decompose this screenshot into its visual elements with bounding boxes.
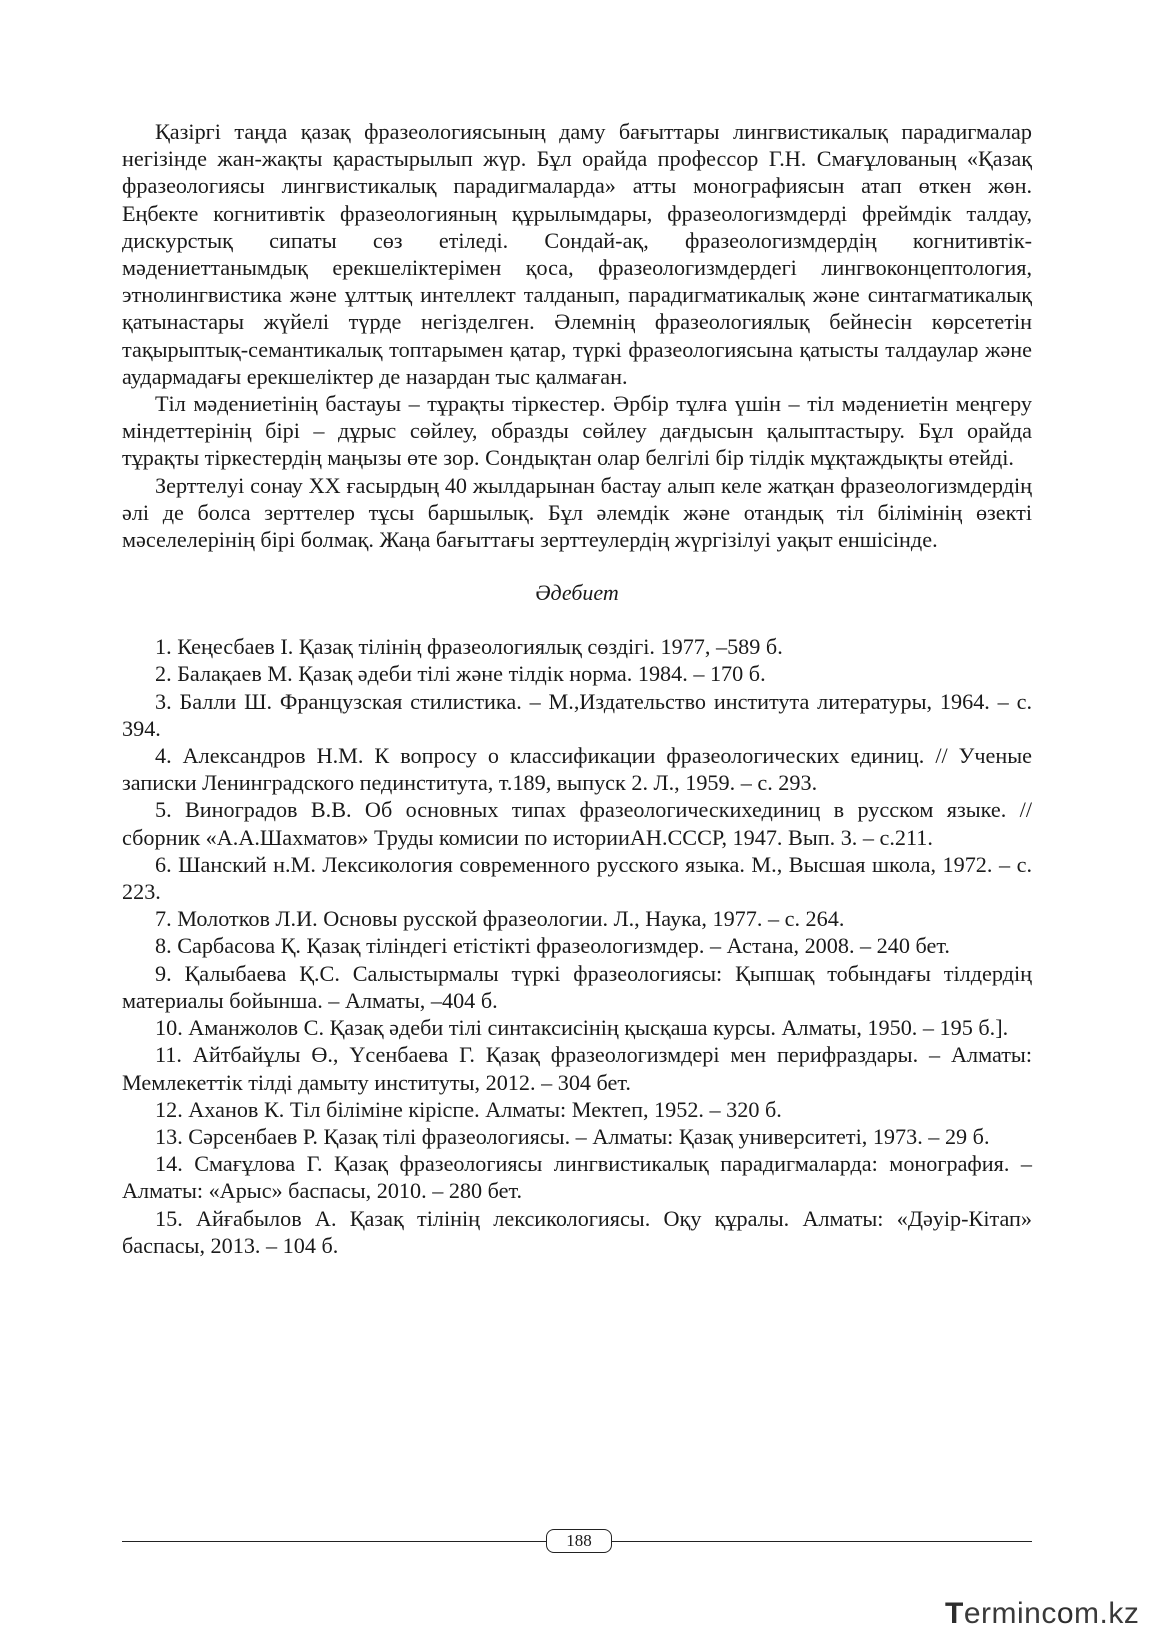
reference-item: 14. Смағұлова Г. Қазақ фразеологиясы лингвистикалық парадигмаларда: монография. – Алматы: «Арыс» баспасы, 2010. – 280 бет. <box>122 1151 1032 1204</box>
reference-item: 10. Аманжолов С. Қазақ әдеби тілі синтаксисінің қысқаша курсы. Алматы, 1950. – 195 б.]. <box>155 1015 1009 1041</box>
page-content <box>122 118 1032 1259</box>
references-title: Әдебиет <box>535 580 619 606</box>
reference-item: 12. Аханов К. Тіл біліміне кіріспе. Алматы: Мектеп, 1952. – 320 б. <box>155 1096 782 1122</box>
site-watermark <box>945 1596 1139 1632</box>
reference-item: 9. Қалыбаева Қ.С. Салыстырмалы түркі фразеологиясы: Қыпшақ тобындағы тілдердің материалы бойынша. – Алматы, –404 б. <box>122 960 1032 1013</box>
references-list <box>122 633 1032 1259</box>
body-paragraph-1: Қазіргі таңда қазақ фразеологиясының даму бағыттары лингвистикалық парадигмалар негізінде жан-жақты қарастырылып жүр. Бұл орайда профессор Г.Н. Смағұлованың «Қазақ фразеологиясы лингвистикалық парадигмаларда» атты монографиясын атап өткен жөн. Еңбекте когнитивтік фразеологияның құрылымдары, фразеологизмдерді фреймдік талдау, дискурстық сипаты сөз етіледі. Сондай-ақ, фразеологизмдердің когнитивтік-мәдениеттанымдық ерекшеліктерімен қоса, фразеологизмдердегі лингвоконцептология, этнолингвистика және ұлттық интеллект талданып, парадигматикалық және синтагматикалық қатынастары жүйелі түрде негізделген. Әлемнің фразеологиялық бейнесін көрсететін тақырыптық-семантикалық топтарымен қатар, түркі фразеологиясына қатысты талдаулар және аудармадағы ерекшеліктер де назардан тыс қалмаған. <box>122 119 1032 389</box>
reference-item: 6. Шанский н.М. Лексикология современного русского языка. М., Высшая школа, 1972. – с. 223. <box>122 851 1032 905</box>
reference-item: 15. Айғабылов А. Қазақ тілінің лексикологиясы. Оқу құралы. Алматы: «Дәуір-Кітап» баспасы, 2013. – 104 б. <box>122 1205 1032 1258</box>
page-number: 188 <box>546 1529 612 1553</box>
body-paragraph-3: Зерттелуі сонау ХХ ғасырдың 40 жылдарынан бастау алып келе жатқан фразеологизмдердің әлі де болса зерттелер тұсы баршылық. Бұл әлемдік және отандық тіл білімінің өзекті мәселелерінің бірі болмақ. Жаңа бағыттағы зерттеулердің жүргізілуі уақыт еншісінде. <box>122 472 1032 553</box>
reference-item: 3. Балли Ш. Французская стилистика. – М.,Издательство института литературы, 1964. – с. 394. <box>122 688 1032 741</box>
reference-item: 11. Айтбайұлы Ө., Үсенбаева Г. Қазақ фразеологизмдері мен перифраздары. – Алматы: Мемлекеттік тілді дамыту институты, 2012. – 304 бет. <box>122 1042 1032 1095</box>
reference-item: 2. Балақаев М. Қазақ әдеби тілі және тілдік норма. 1984. – 170 б. <box>155 661 766 687</box>
watermark-letter-t: T <box>945 1597 964 1630</box>
reference-item: 8. Сарбасова Қ. Қазақ тіліндегі етістікті фразеологизмдер. – Астана, 2008. – 240 бет. <box>155 933 950 959</box>
reference-item: 5. Виноградов В.В. Об основных типах фразеологическихединиц в русском языке. // сборник «А.А.Шахматов» Труды комисии по историиАН.СССР, 1947. Вып. 3. – с.211. <box>122 797 1032 850</box>
reference-item: 13. Сәрсенбаев Р. Қазақ тілі фразеологиясы. – Алматы: Қазақ университеті, 1973. – 29 б. <box>155 1123 990 1149</box>
watermark-text-2: m.kz <box>1074 1597 1140 1630</box>
reference-item: 1. Кеңесбаев І. Қазақ тілінің фразеологиялық сөздігі. 1977, –589 б. <box>155 634 783 660</box>
footer-rule-right <box>612 1541 1032 1542</box>
watermark-letter-o: o <box>1056 1597 1075 1630</box>
watermark-text-1: erminc <box>963 1597 1057 1630</box>
reference-item: 7. Молотков Л.И. Основы русской фразеологии. Л., Наука, 1977. – с. 264. <box>155 906 845 932</box>
footer-rule-left <box>122 1541 546 1542</box>
body-paragraph-2: Тіл мәдениетінің бастауы – тұрақты тіркестер. Әрбір тұлға үшін – тіл мәдениетін меңгеру міндеттерінің бірі – дұрыс сөйлеу, образды сөйлеу дағдысын қалыптастыру. Бұл орайда тұрақты тіркестердің маңызы өте зор. Сондықтан олар белгілі бір тілдік мұқтаждықты өтейді. <box>122 391 1032 471</box>
reference-item: 4. Александров Н.М. К вопросу о классификации фразеологических единиц. // Ученые записки Ленинградского пединститута, т.189, выпуск 2. Л., 1959. – с. 293. <box>122 743 1032 796</box>
